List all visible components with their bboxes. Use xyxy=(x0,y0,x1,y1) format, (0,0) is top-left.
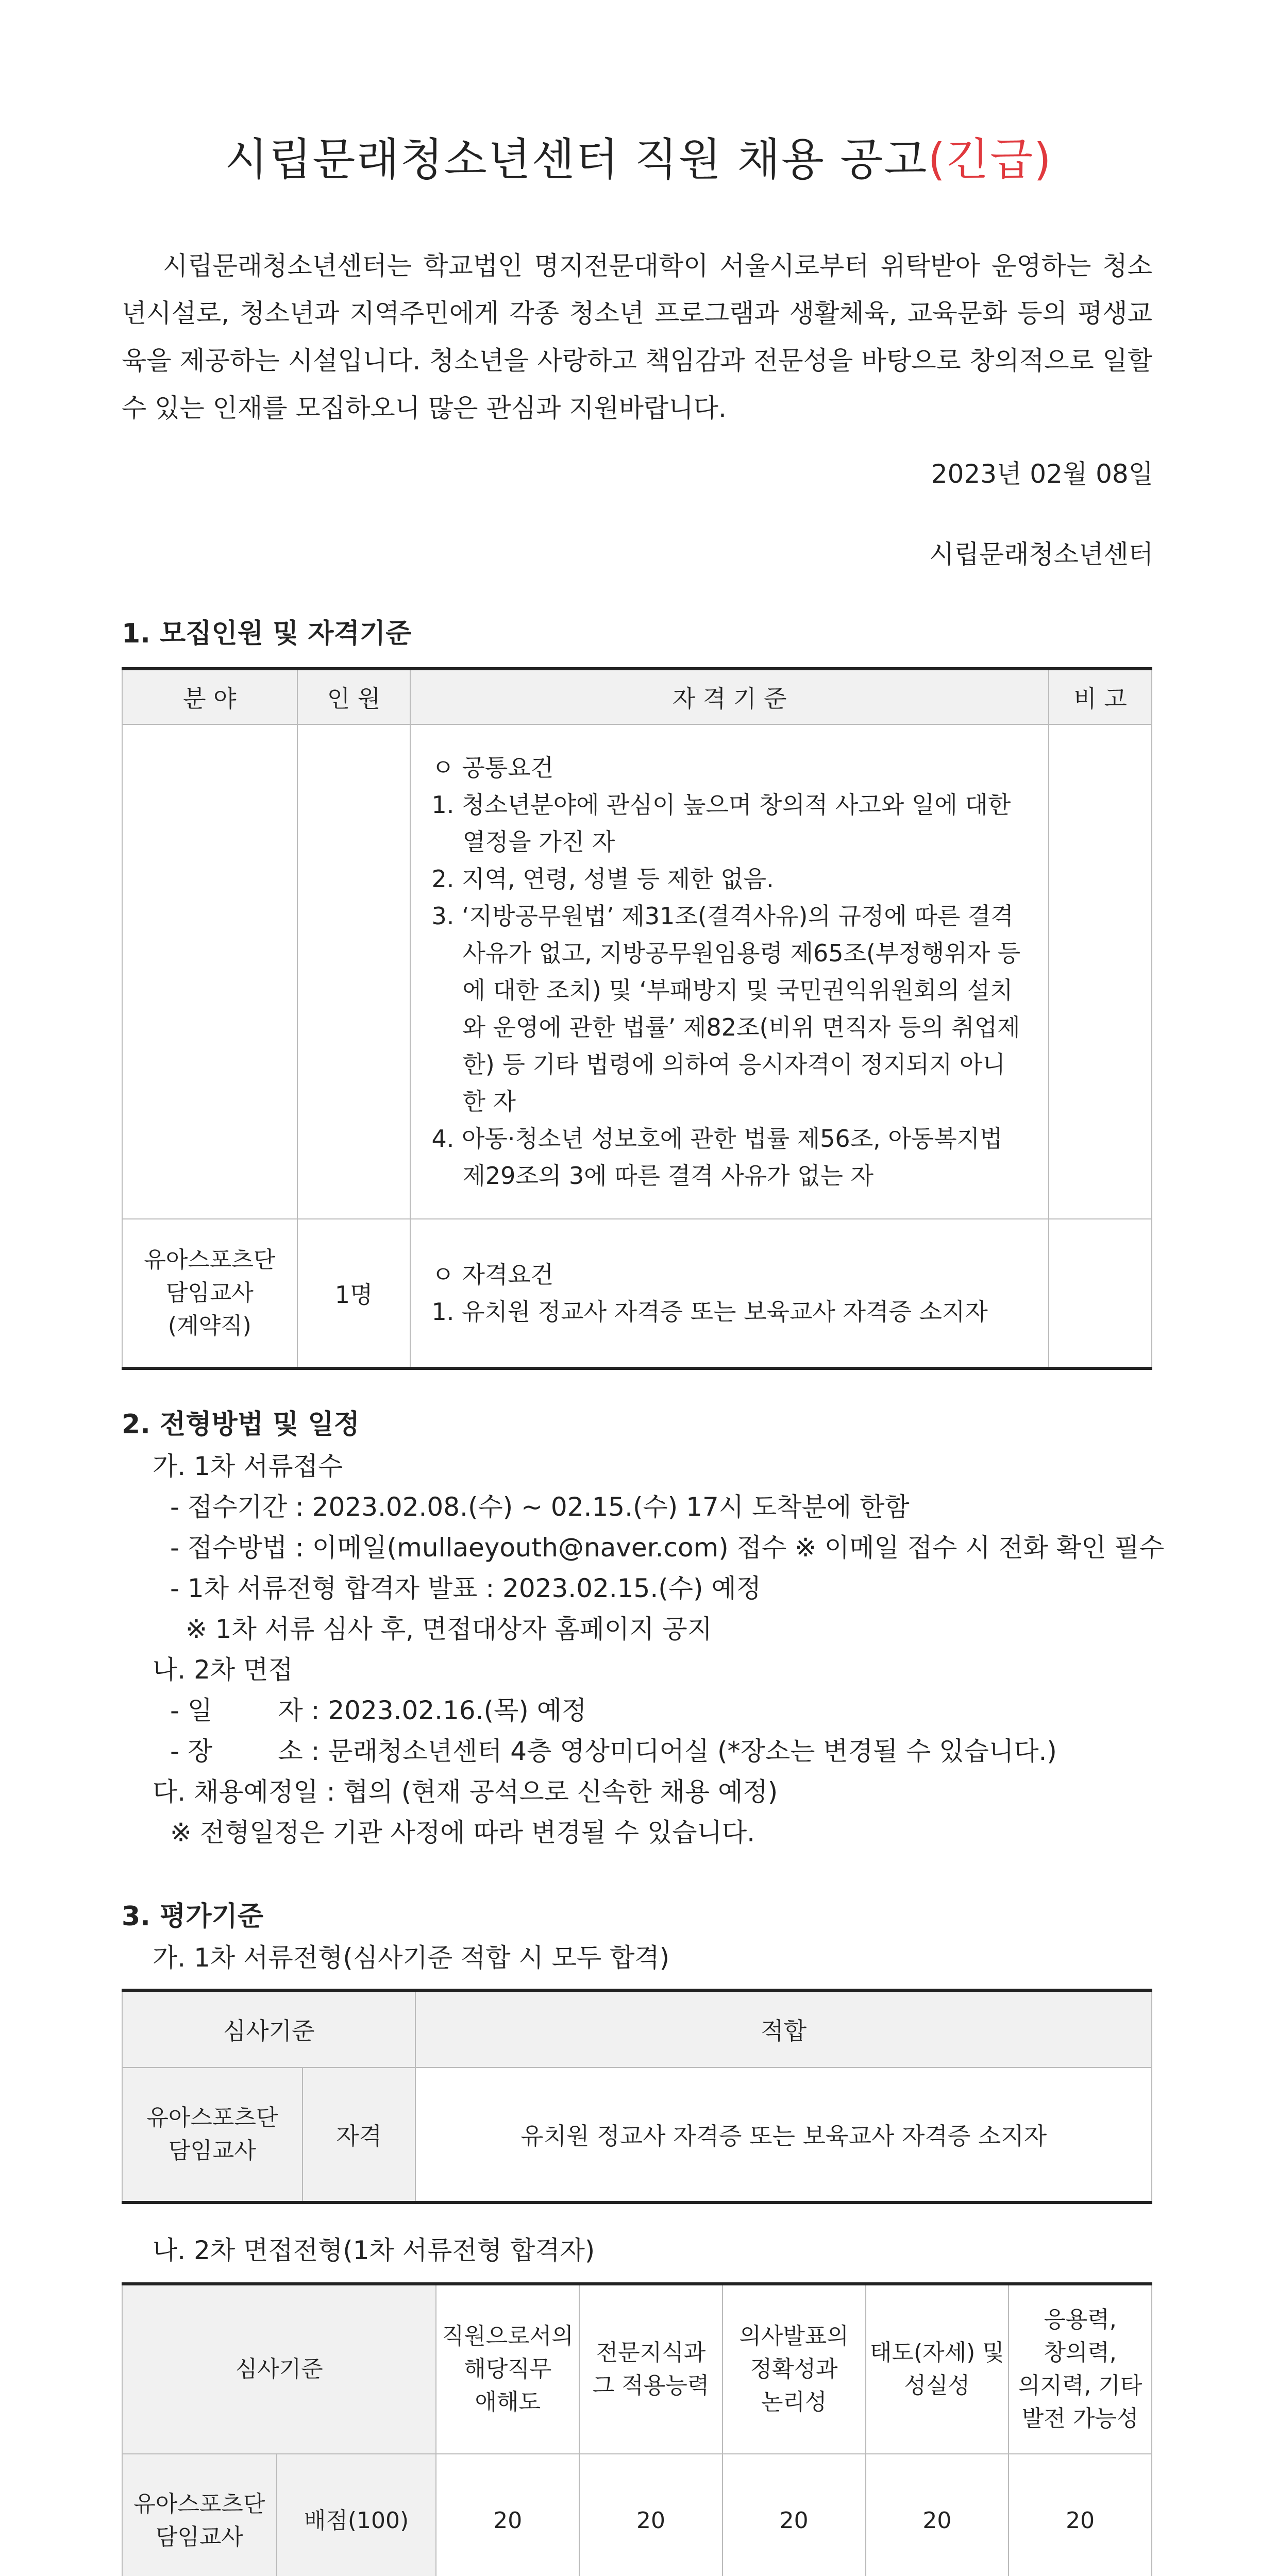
t2-col-line: 그 적용능력 xyxy=(592,2372,710,2399)
t2-col-line: 의사발표의 xyxy=(739,2323,849,2349)
t2-col-line: 성실성 xyxy=(904,2372,970,2399)
t2-score: 20 xyxy=(866,2454,1009,2576)
field-cell-empty xyxy=(122,724,297,1219)
organization-name: 시립문래청소년센터 xyxy=(929,539,1153,569)
title-urgent: (긴급) xyxy=(928,134,1052,185)
intro-paragraph: 시립문래청소년센터는 학교법인 명지전문대학이 서울시로부터 위탁받아 운영하는 청소년시설로, 청소년과 지역주민에게 각종 청소년 프로그램과 생활체육, 교육문화 등의 평생교육을 제공하는 시설입니다. 청소년을 사랑하고 책임감과 전문성을 바탕으로 창의적으로 일할 수 있는 인재를 모집하오니 많은 관심과 지원바랍니다. xyxy=(122,251,1152,423)
common-item: 1. 청소년분야에 관심이 높으며 창의적 사고와 일에 대한 열정을 가진 자 xyxy=(431,791,1011,856)
t2-header-criteria: 심사기준 xyxy=(122,2284,436,2454)
schedule-note: ※ 1차 서류 심사 후, 면접대상자 홈페이지 공지 xyxy=(186,1614,712,1644)
specific-requirements xyxy=(410,1219,1049,1368)
t2-score: 20 xyxy=(722,2454,866,2576)
t1-field-line: 담임교사 xyxy=(168,2138,256,2164)
schedule-line: - 접수기간 : 2023.02.08.(수) ~ 02.15.(수) 17시 도착분에 한함 xyxy=(170,1492,910,1522)
schedule-line: - 1차 서류전형 합격자 발표 : 2023.02.15.(수) 예정 xyxy=(170,1573,762,1603)
t2-field-line: 유아스포츠단 xyxy=(133,2491,265,2517)
t2-score: 20 xyxy=(436,2454,579,2576)
field-line: 담임교사 xyxy=(165,1280,254,1306)
schedule-line: - 장 소 : 문래청소년센터 4층 영상미디어실 (*장소는 변경될 수 있습니다.) xyxy=(170,1736,1057,1766)
t1-header-fit: 적합 xyxy=(415,1990,1152,2067)
schedule-note: ※ 전형일정은 기관 사정에 따라 변경될 수 있습니다. xyxy=(170,1818,755,1848)
t2-col-line: 창의력, xyxy=(1044,2340,1117,2366)
field-cell xyxy=(122,1219,297,1368)
t2-field xyxy=(122,2454,277,2576)
qualification-table xyxy=(122,667,1152,1370)
t2-kind: 배점(100) xyxy=(277,2454,436,2576)
remarks-cell-empty xyxy=(1049,724,1152,1219)
t2-col-knowledge xyxy=(579,2284,722,2454)
section-3-heading: 3. 평가기준 xyxy=(122,1901,263,1932)
field-line: (계약직) xyxy=(167,1313,251,1339)
header-count: 인 원 xyxy=(297,669,411,724)
eval-sub-a: 가. 1차 서류전형(심사기준 적합 시 모두 합격) xyxy=(153,1943,670,1973)
t2-col-understanding xyxy=(436,2284,579,2454)
qual-item: 1. 유치원 정교사 자격증 또는 보육교사 자격증 소지자 xyxy=(431,1298,988,1326)
document-screening-table xyxy=(122,1989,1152,2204)
t2-col-line: 전문지식과 xyxy=(596,2340,706,2366)
t2-col-expression xyxy=(722,2284,866,2454)
header-qualification: 자 격 기 준 xyxy=(410,669,1049,724)
t2-col-line: 논리성 xyxy=(761,2389,827,2415)
t1-header-criteria: 심사기준 xyxy=(122,1990,415,2067)
t2-col-creativity xyxy=(1009,2284,1152,2454)
notice-date: 2023년 02월 08일 xyxy=(931,459,1153,489)
page-title xyxy=(0,131,1277,188)
t1-field xyxy=(122,2067,303,2202)
schedule-line: - 일 자 : 2023.02.16.(목) 예정 xyxy=(170,1696,587,1725)
t1-field-line: 유아스포츠단 xyxy=(146,2105,278,2131)
schedule-line: - 접수방법 : 이메일(mullaeyouth@naver.com) 접수 ※ 이메일 접수 시 전화 확인 필수 xyxy=(170,1533,1164,1563)
eval-sub-b: 나. 2차 면접전형(1차 서류전형 합격자) xyxy=(153,2235,595,2265)
common-title: ㅇ 공통요건 xyxy=(431,754,554,782)
common-item: 2. 지역, 연령, 성별 등 제한 없음. xyxy=(431,865,774,893)
t1-kind: 자격 xyxy=(303,2067,416,2202)
schedule-line: 나. 2차 면접 xyxy=(153,1655,293,1685)
schedule-line: 다. 채용예정일 : 협의 (현재 공석으로 신속한 채용 예정) xyxy=(153,1777,778,1807)
t2-col-line: 직원으로서의 xyxy=(442,2323,574,2349)
count-cell-empty xyxy=(297,724,411,1219)
interview-table xyxy=(122,2282,1152,2576)
header-remarks: 비 고 xyxy=(1049,669,1152,724)
header-field: 분 야 xyxy=(122,669,297,724)
schedule-line: 가. 1차 서류접수 xyxy=(153,1451,343,1481)
remarks-cell xyxy=(1049,1219,1152,1368)
section-1-heading: 1. 모집인원 및 자격기준 xyxy=(122,618,412,649)
t1-value: 유치원 정교사 자격증 또는 보육교사 자격증 소지자 xyxy=(415,2067,1152,2202)
t2-col-line: 정확성과 xyxy=(750,2356,838,2382)
section-2-heading: 2. 전형방법 및 일정 xyxy=(122,1409,360,1440)
common-requirements xyxy=(410,724,1049,1219)
common-item: 3. ‘지방공무원법’ 제31조(결격사유)의 규정에 따른 결격사유가 없고, 지방공무원임용령 제65조(부정행위자 등에 대한 조치) 및 ‘부패방지 및 국민권익위원회의 설치와 운영에 관한 법률’ 제82조(비위 면직자 등의 취업제한) 등 기타 법령에 의하여 응시자격이 정지되지 아니한 자 xyxy=(431,902,1021,1115)
count-cell: 1명 xyxy=(297,1219,411,1368)
t2-score: 20 xyxy=(579,2454,722,2576)
t2-col-line: 해당직무 xyxy=(464,2356,552,2382)
t2-score: 20 xyxy=(1009,2454,1152,2576)
t2-field-line: 담임교사 xyxy=(155,2524,243,2550)
t2-col-attitude xyxy=(866,2284,1009,2454)
qual-title: ㅇ 자격요건 xyxy=(431,1261,554,1289)
t2-col-line: 애해도 xyxy=(475,2389,541,2415)
t2-col-line: 의지력, 기타 xyxy=(1018,2372,1142,2399)
field-line: 유아스포츠단 xyxy=(144,1247,276,1273)
t2-col-line: 발전 가능성 xyxy=(1021,2405,1139,2432)
t2-col-line: 응용력, xyxy=(1044,2307,1117,2333)
t2-col-line: 태도(자세) 및 xyxy=(869,2340,1004,2366)
title-main: 시립문래청소년센터 직원 채용 공고 xyxy=(225,134,928,185)
common-item: 4. 아동·청소년 성보호에 관한 법률 제56조, 아동복지법 제29조의 3에 따른 결격 사유가 없는 자 xyxy=(431,1125,1003,1190)
